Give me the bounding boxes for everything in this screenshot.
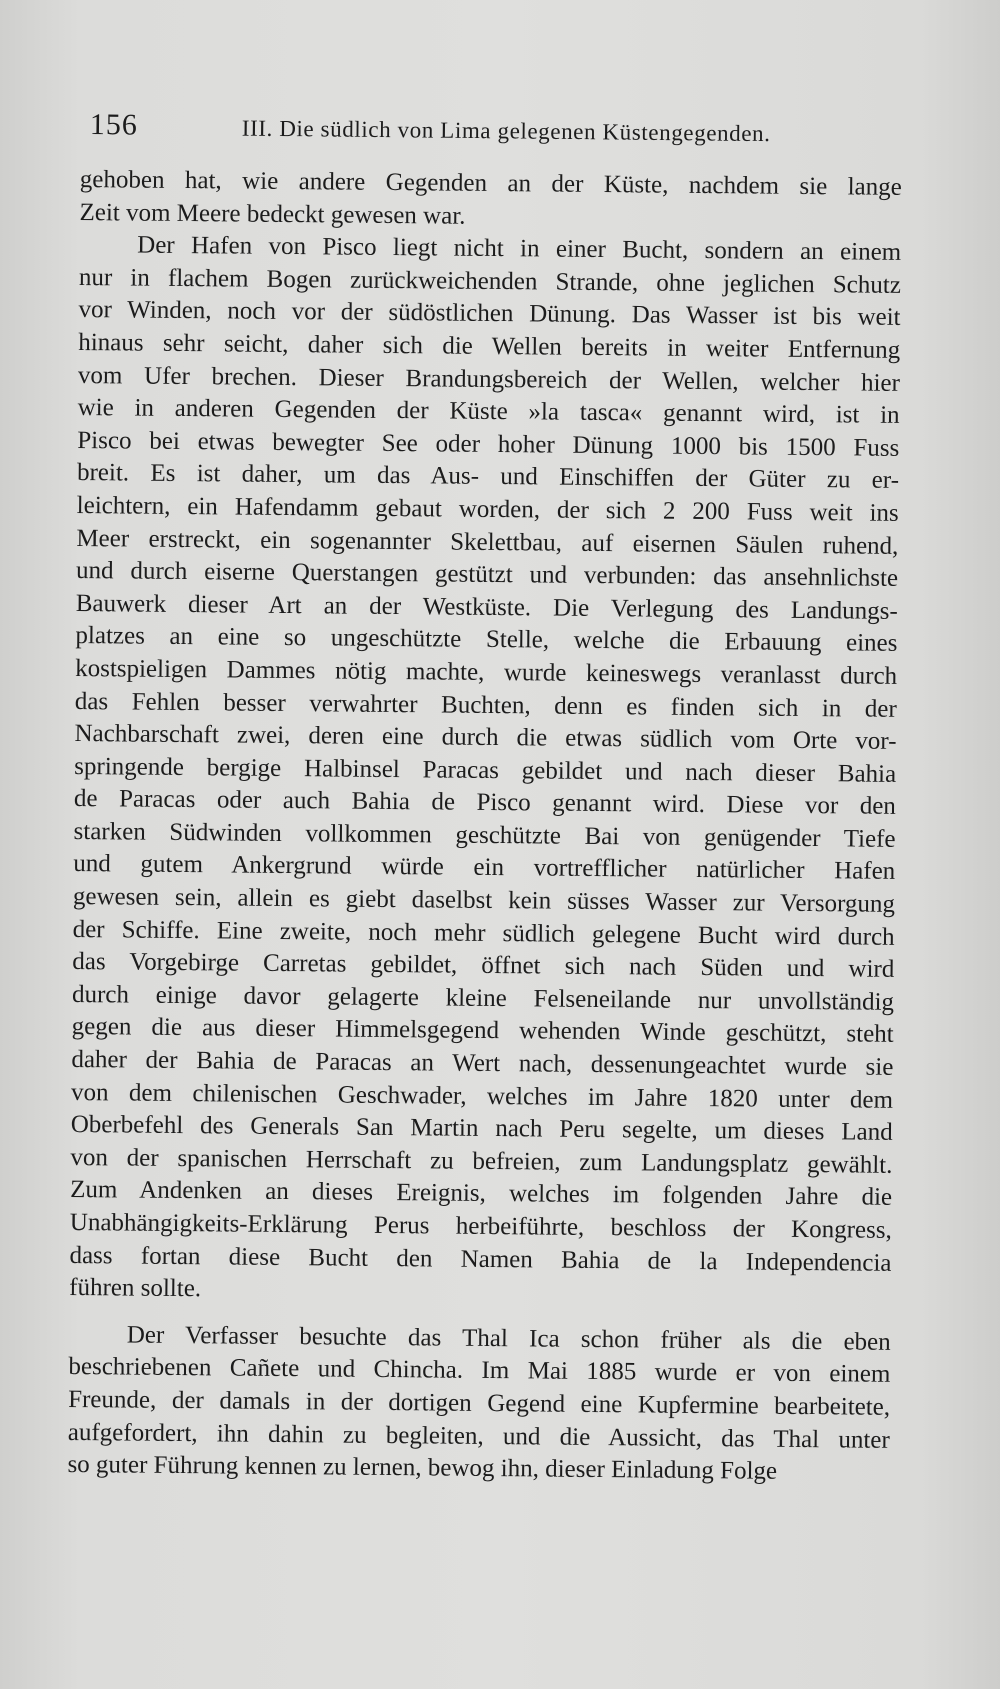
text-line: Der Verfasser besuchte das Thal Ica schon früher als die eben	[126, 1321, 891, 1356]
text-line: de Paracas oder auch Bahia de Pisco genannt wird. Diese vor den	[73, 785, 896, 821]
text-line: leichtern, ein Hafendamm gebaut worden, der sich 2 200 Fuss weit ins	[76, 491, 899, 527]
text-line: das Fehlen besser verwahrter Buchten, denn es finden sich in der	[74, 687, 897, 723]
text-line: Der Hafen von Pisco liegt nicht in einer Bucht, sondern an einem	[137, 231, 902, 267]
text-line: springende bergige Halbinsel Paracas gebildet und nach dieser Bahia	[74, 752, 897, 788]
text-line: führen sollte.	[69, 1274, 202, 1303]
text-line: gewesen sein, allein es giebt daselbst kein süsses Wasser zur Versorgung	[72, 883, 896, 918]
text-line: aufgefordert, ihn dahin zu begleiten, und die Aussicht, das Thal unter	[67, 1418, 890, 1454]
text-line: beschriebenen Cañete und Chincha. Im Mai 1885 wurde er von einem	[68, 1353, 891, 1389]
text-line: und durch eiserne Querstangen gestützt und verbunden: das ansehnlichste	[75, 557, 899, 592]
text-line: Unabhängigkeits-Erklärung Perus herbeiführte, beschloss der Kongress,	[69, 1208, 892, 1244]
paragraph	[79, 164, 902, 237]
text-line: dass fortan diese Bucht den Namen Bahia de la Independencia	[69, 1241, 892, 1277]
text-line: durch einige davor gelagerte kleine Felseneilande nur unvollständig	[71, 980, 895, 1016]
text-line: Zeit vom Meere bedeckt gewesen war.	[79, 198, 466, 230]
running-head	[90, 108, 900, 156]
text-line: vor Winden, noch vor der südöstlichen Dünung. Das Wasser ist bis weit	[78, 296, 901, 332]
text-line: wie in anderen Gegenden der Küste »la tasca« genannt wird, ist in	[77, 394, 900, 430]
text-line: vom Ufer brechen. Dieser Brandungsbereich der Wellen, welcher hier	[77, 361, 901, 397]
text-line: so guter Führung kennen zu lernen, bewog ihn, dieser Einladung Folge	[67, 1451, 778, 1485]
text-line: das Vorgebirge Carretas gebildet, öffnet sich nach Süden und wird	[72, 948, 895, 984]
text-line: daher der Bahia de Paracas an Wert nach, dessenungeachtet wurde sie	[71, 1045, 894, 1081]
text-line: hinaus sehr seicht, daher sich die Wellen bereits in weiter Entfernung	[78, 328, 901, 364]
text-line: breit. Es ist daher, um das Aus- und Einschiffen der Güter zu er-	[76, 459, 900, 495]
page-number: 156	[89, 108, 138, 142]
text-line: starken Südwinden vollkommen geschützte Bai von genügender Tiefe	[73, 817, 896, 853]
text-line: Freunde, der damals in der dortigen Gegend eine Kupfermine bearbeitete,	[68, 1385, 891, 1421]
running-title: III. Die südlich von Lima gelegenen Küstengegenden.	[241, 115, 771, 147]
text-line: nur in flachem Bogen zurückweichenden Strande, ohne jeglichen Schutz	[78, 263, 902, 299]
text-line: platzes an eine so ungeschützte Stelle, welche die Erbauung eines	[75, 622, 898, 658]
body-text	[67, 164, 902, 1490]
text-line: Nachbarschaft zwei, deren eine durch die etwas südlich vom Orte vor-	[74, 720, 897, 755]
text-line: Bauwerk dieser Art an der Westküste. Die Verlegung des Landungs-	[75, 589, 898, 625]
paragraph	[67, 1319, 891, 1490]
text-line: Pisco bei etwas bewegter See oder hoher Dünung 1000 bis 1500 Fuss	[77, 426, 900, 462]
paragraph	[69, 229, 901, 1312]
text-line: und gutem Ankergrund würde ein vortrefflicher natürlicher Hafen	[73, 850, 896, 886]
text-line: gegen die aus dieser Himmelsgegend wehenden Winde geschützt, steht	[71, 1013, 894, 1049]
text-line: von dem chilenischen Geschwader, welches im Jahre 1820 unter dem	[70, 1078, 894, 1114]
text-line: kostspieligen Dammes nötig machte, wurde keineswegs veranlasst durch	[75, 654, 898, 690]
text-line: von der spanischen Herrschaft zu befreien, zum Landungsplatz gewählt.	[70, 1143, 893, 1179]
text-line: der Schiffe. Eine zweite, noch mehr südlich gelegene Bucht wird durch	[72, 915, 895, 951]
text-line: Oberbefehl des Generals San Martin nach Peru segelte, um dieses Land	[70, 1111, 893, 1147]
text-line: Zum Andenken an dieses Ereignis, welches im folgenden Jahre die	[70, 1176, 893, 1212]
text-line: Meer erstreckt, ein sogenannter Skelettbau, auf eisernen Säulen ruhend,	[76, 524, 899, 560]
text-line: gehoben hat, wie andere Gegenden an der Küste, nachdem sie lange	[79, 165, 902, 201]
